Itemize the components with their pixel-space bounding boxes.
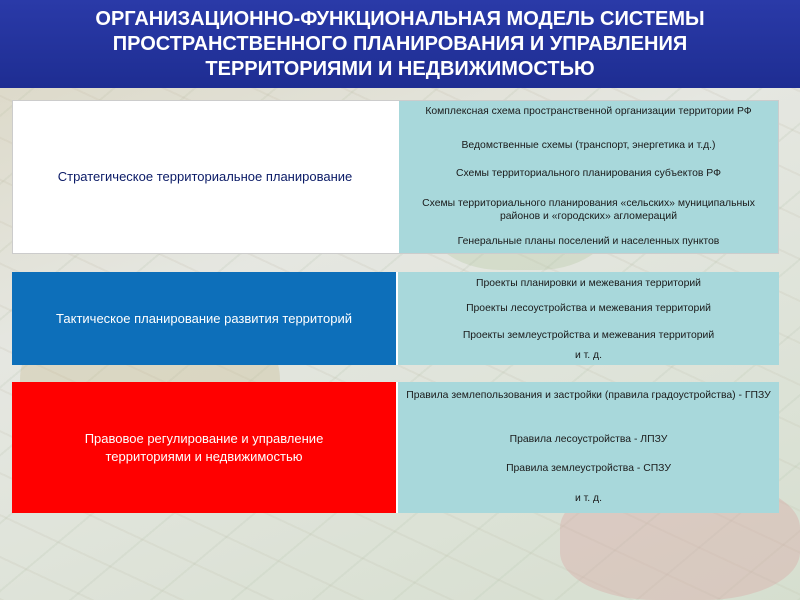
list-item: Правила землепользования и застройки (правила градоустройства) - ГПЗУ [406, 390, 771, 401]
slide-title [0, 0, 800, 88]
list-item: и т. д. [574, 350, 603, 361]
legal-regulation-items [396, 382, 779, 513]
list-item: Генеральные планы поселений и населенных пунктов [457, 236, 720, 247]
tactical-planning-label: Тактическое планирование развития территорий [12, 272, 396, 365]
title-line-3: ТЕРРИТОРИЯМИ И НЕДВИЖИМОСТЬЮ [205, 57, 595, 80]
list-item: Схемы территориального планирования субъектов РФ [455, 168, 722, 179]
list-item: Проекты землеустройства и межевания территорий [462, 330, 715, 341]
list-item: и т. д. [574, 493, 603, 504]
list-item: Комплексная схема пространственной организации территории РФ [425, 106, 752, 117]
list-item: Схемы территориального планирования «сельских» муниципальных районов и «городских» агломераций [422, 198, 755, 222]
title-line-2: ПРОСТРАНСТВЕННОГО ПЛАНИРОВАНИЯ И УПРАВЛЕНИЯ [112, 32, 688, 55]
list-item: Ведомственные схемы (транспорт, энергетика и т.д.) [461, 140, 716, 151]
tactical-planning-items [396, 272, 779, 365]
strategic-planning-section [12, 100, 779, 254]
list-item: Проекты лесоустройства и межевания территорий [466, 303, 711, 314]
strategic-planning-label: Стратегическое территориальное планирование [13, 101, 397, 253]
list-item: Правила землеустройства - СПЗУ [506, 463, 671, 474]
legal-regulation-section [12, 382, 779, 513]
title-line-1: ОРГАНИЗАЦИОННО-ФУНКЦИОНАЛЬНАЯ МОДЕЛЬ СИСТЕМЫ [95, 7, 705, 30]
list-item: Проекты планировки и межевания территорий [476, 278, 701, 289]
list-item: Правила лесоустройства - ЛПЗУ [509, 434, 668, 445]
legal-regulation-label: Правовое регулирование и управление территориями и недвижимостью [12, 382, 396, 513]
tactical-planning-section [12, 272, 779, 365]
strategic-planning-items [397, 101, 778, 253]
